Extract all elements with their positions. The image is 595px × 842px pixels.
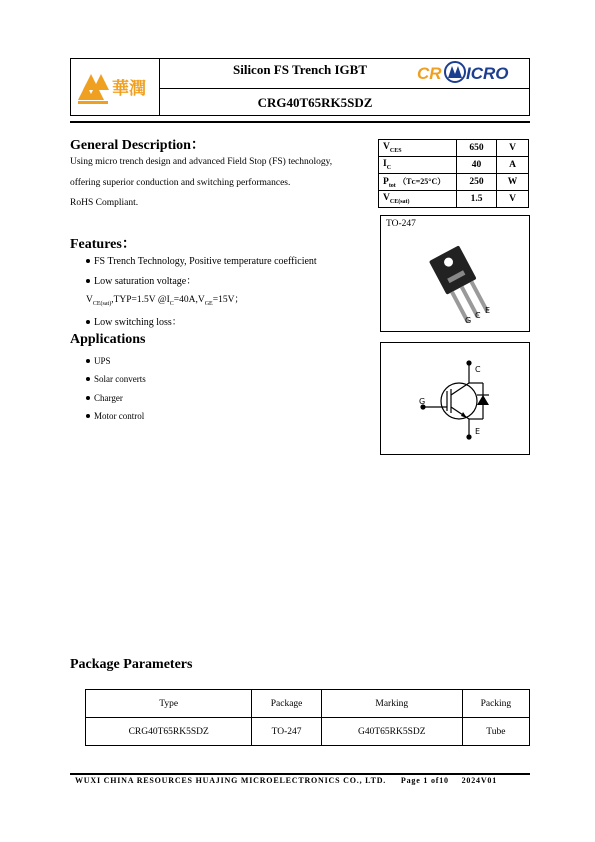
- footer: [75, 776, 497, 785]
- application-item: Motor control: [86, 411, 144, 421]
- table-cell: TO-247: [252, 718, 321, 746]
- package-parameters-table: [85, 689, 530, 746]
- feature-item: Low saturation voltage：: [86, 272, 196, 287]
- column-header: Type: [86, 690, 252, 718]
- package-label: TO-247: [386, 219, 416, 229]
- general-description-line-3: RoHS Compliant.: [70, 198, 139, 208]
- rating-symbol-sub: tot: [388, 182, 396, 189]
- package-pin-e: E: [485, 306, 491, 315]
- bullet-icon: [86, 279, 90, 283]
- rating-unit: V: [497, 140, 529, 157]
- vcesat-condition-line: $V_{CE(sat)},TYP=1.5V$ $@I_C=40A,V_{GE}=15V$；: [86, 295, 244, 307]
- column-header: Packing: [462, 690, 529, 718]
- package-parameters-heading: Package Parameters: [70, 657, 193, 672]
- rating-symbol: V: [383, 193, 390, 204]
- table-row: [86, 718, 530, 746]
- general-description-line-2: offering superior conduction and switching performances.: [70, 178, 291, 188]
- package-pin-g: G: [465, 316, 472, 325]
- table-header-row: [86, 690, 530, 718]
- rating-symbol: P: [383, 176, 389, 187]
- symbol-pin-g: G: [419, 397, 426, 406]
- symbol-pin-e: E: [475, 427, 481, 436]
- footer-page: Page 1 of10: [400, 776, 449, 785]
- bullet-icon: [86, 414, 90, 418]
- rating-value: 40: [457, 157, 497, 174]
- rating-value: 650: [457, 140, 497, 157]
- bullet-icon: [86, 259, 90, 263]
- rating-value: 250: [457, 174, 497, 191]
- application-item: Solar converts: [86, 374, 146, 384]
- document-title: Silicon FS Trench IGBT: [232, 62, 367, 77]
- rating-condition: （Tᴄ=25°C）: [398, 176, 446, 186]
- footer-rule: [70, 773, 530, 775]
- bullet-icon: [86, 396, 90, 400]
- table-cell: Tube: [462, 718, 529, 746]
- table-cell: CRG40T65RK5SDZ: [86, 718, 252, 746]
- header-rule: [70, 121, 530, 123]
- feature-item: Low switching loss：: [86, 313, 182, 328]
- rating-row-vces: [379, 140, 529, 157]
- column-header: Package: [252, 690, 321, 718]
- part-number: CRG40T65RK5SDZ: [257, 95, 373, 110]
- header-divider-horizontal: [159, 88, 530, 89]
- rating-symbol: I: [383, 159, 387, 170]
- circuit-symbol-box: [380, 342, 530, 455]
- bullet-icon: [86, 377, 90, 381]
- applications-heading: Applications: [70, 332, 146, 347]
- package-image-box: [380, 215, 530, 332]
- huajing-logo: [76, 66, 154, 106]
- rating-symbol-sub: C: [386, 164, 392, 171]
- header-divider-vertical: [159, 58, 160, 116]
- rating-unit: V: [497, 191, 529, 208]
- svg-text:ICRO: ICRO: [466, 64, 509, 83]
- logo-chinese-text: 華潤: [112, 79, 146, 98]
- rating-row-ic: [379, 157, 529, 174]
- crmicro-logo: [417, 60, 517, 86]
- bullet-icon: [86, 359, 90, 363]
- feature-item: FS Trench Technology, Positive temperature coefficient: [86, 256, 317, 267]
- rating-unit: A: [497, 157, 529, 174]
- rating-symbol-sub: CE(sat): [389, 198, 410, 205]
- rating-value: 1.5: [457, 191, 497, 208]
- rating-symbol-sub: CES: [389, 147, 402, 154]
- features-heading: Features：: [70, 237, 136, 252]
- general-description-heading: General Description：: [70, 138, 205, 153]
- rating-row-vcesat: [379, 191, 529, 208]
- rating-symbol: V: [383, 142, 390, 153]
- rating-unit: W: [497, 174, 529, 191]
- package-pin-c: C: [475, 311, 481, 320]
- application-item: UPS: [86, 356, 111, 366]
- column-header: Marking: [321, 690, 462, 718]
- application-item: Charger: [86, 393, 123, 403]
- key-ratings-table: [378, 139, 529, 208]
- footer-version: 2024V01: [461, 776, 498, 785]
- footer-company: WUXI CHINA RESOURCES HUAJING MICROELECTRONICS CO., LTD.: [75, 776, 387, 785]
- rating-row-ptot: [379, 174, 529, 191]
- symbol-pin-c: C: [475, 365, 481, 374]
- general-description-line-1: Using micro trench design and advanced Field Stop (FS) technology,: [70, 157, 333, 167]
- table-cell: G40T65RK5SDZ: [321, 718, 462, 746]
- svg-text:CR: CR: [417, 64, 442, 83]
- bullet-icon: [86, 320, 90, 324]
